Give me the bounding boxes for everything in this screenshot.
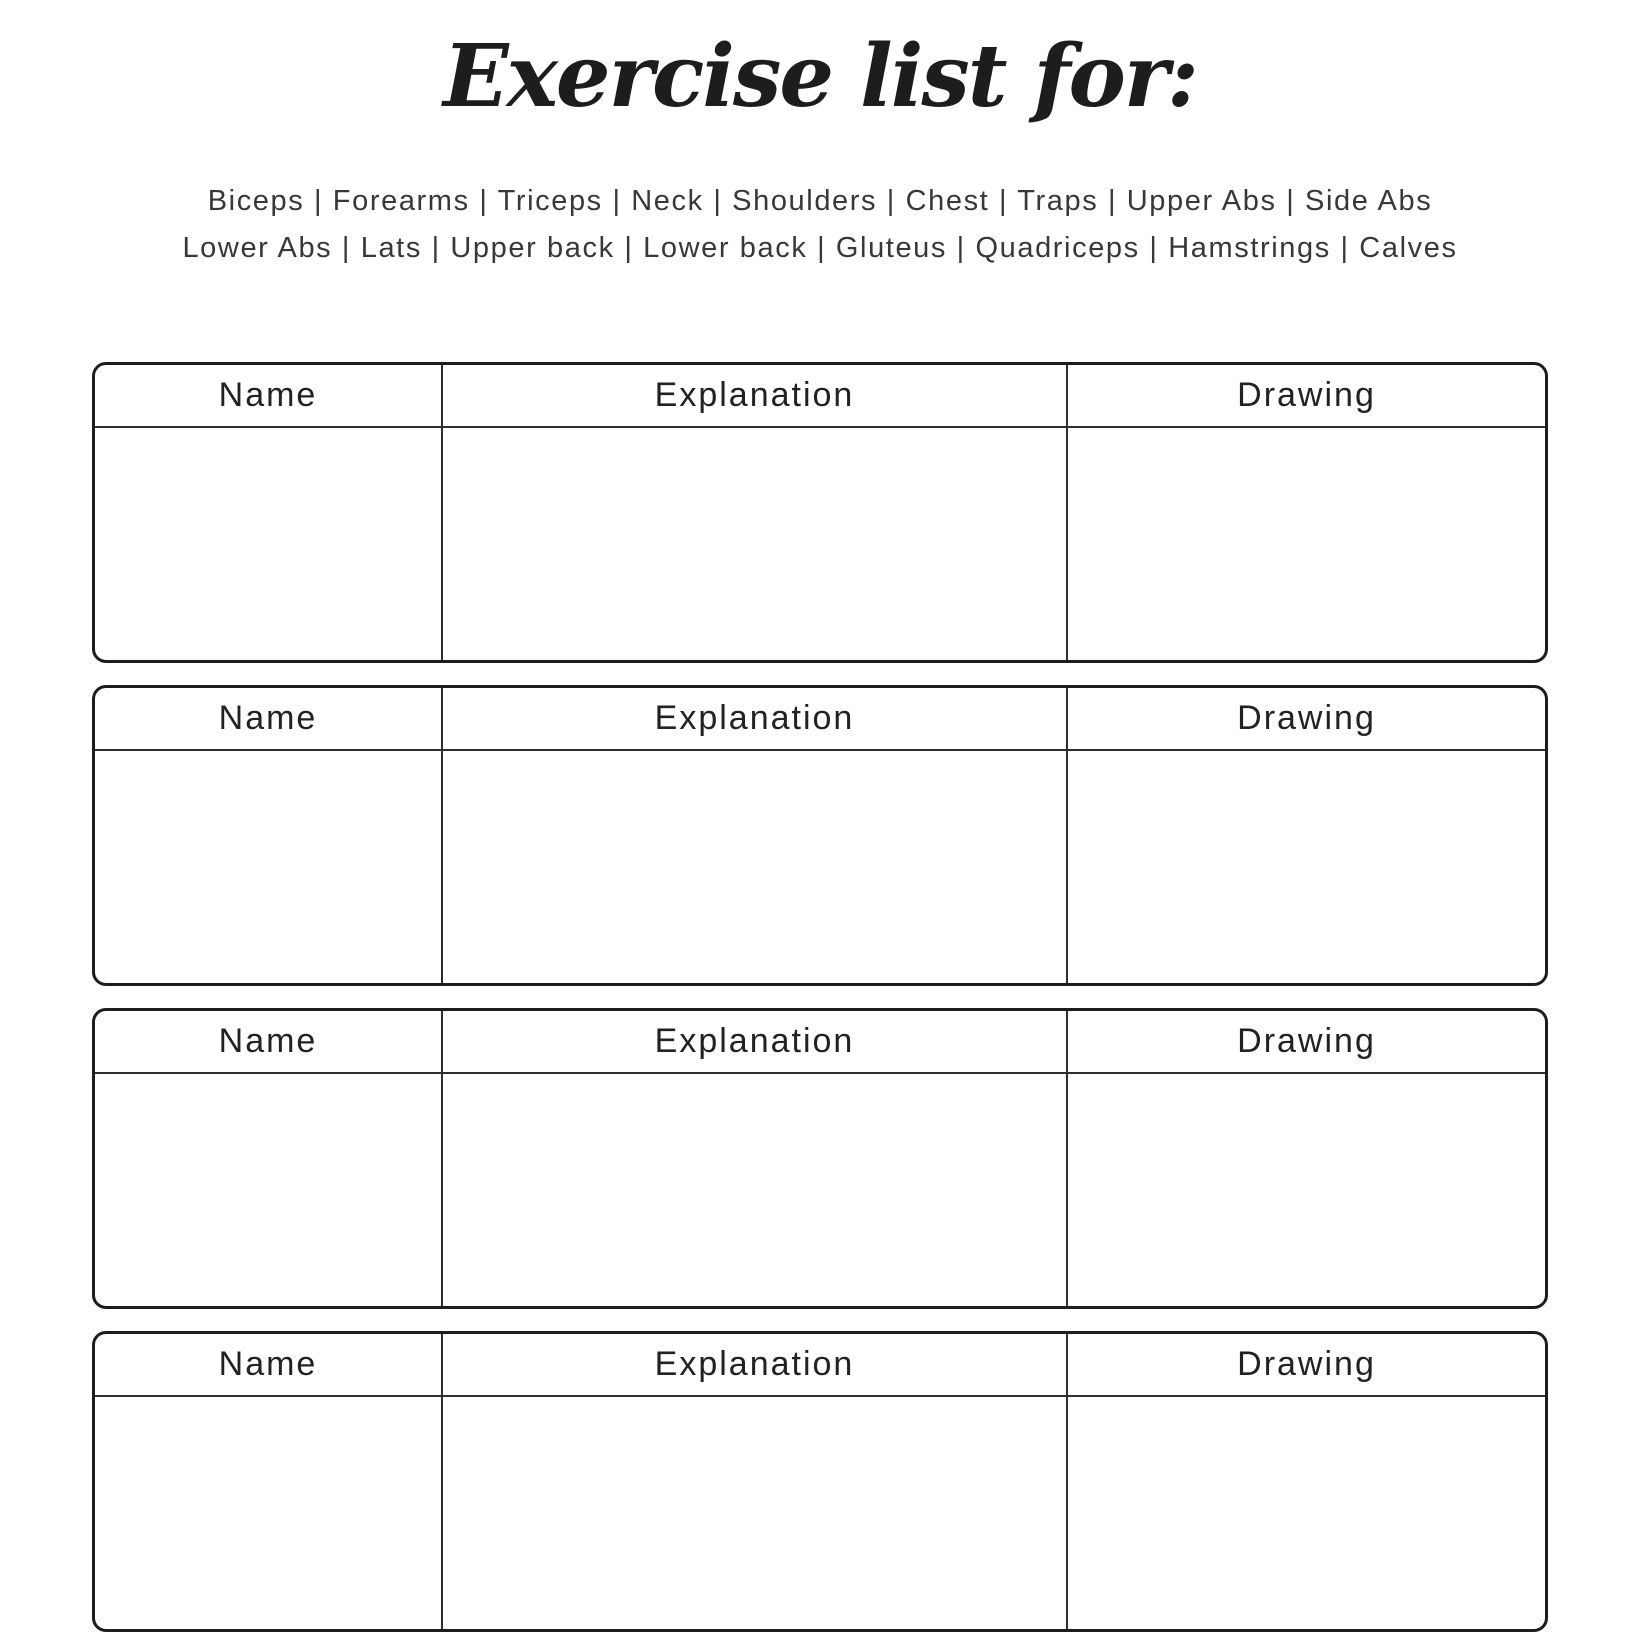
exercise-table-2 (92, 685, 1548, 986)
drawing-column-label: Drawing (1237, 699, 1376, 737)
table-2-drawing-cell (1066, 751, 1545, 983)
table-3-header-row (95, 1011, 1545, 1074)
table-4-header-drawing (1066, 1334, 1545, 1395)
muscle-group-line-1: Biceps | Forearms | Triceps | Neck | Shoulders | Chest | Traps | Upper Abs | Side Abs (207, 185, 1433, 217)
table-2-header-explanation (441, 688, 1066, 749)
explanation-column-label: Explanation (654, 1345, 855, 1383)
exercise-table-1 (92, 362, 1548, 663)
table-4-header-explanation (441, 1334, 1066, 1395)
table-4-explanation-cell (441, 1397, 1066, 1629)
drawing-column-label: Drawing (1237, 1022, 1376, 1060)
drawing-column-label: Drawing (1237, 1345, 1376, 1383)
table-1-header-name (95, 365, 441, 426)
exercise-table-4 (92, 1331, 1548, 1632)
table-2-name-cell (95, 751, 441, 983)
explanation-column-label: Explanation (654, 699, 855, 737)
table-2-header-row (95, 688, 1545, 751)
muscle-group-line-2: Lower Abs | Lats | Upper back | Lower back | Gluteus | Quadriceps | Hamstrings | Calves (182, 232, 1458, 264)
table-2-header-drawing (1066, 688, 1545, 749)
table-3-header-name (95, 1011, 441, 1072)
table-3-body-row (95, 1074, 1545, 1306)
table-2-body-row (95, 751, 1545, 983)
table-2-explanation-cell (441, 751, 1066, 983)
table-1-name-cell (95, 428, 441, 660)
page-title: Exercise list for: (443, 26, 1197, 127)
table-3-name-cell (95, 1074, 441, 1306)
table-2-header-name (95, 688, 441, 749)
table-1-drawing-cell (1066, 428, 1545, 660)
table-3-explanation-cell (441, 1074, 1066, 1306)
table-4-header-name (95, 1334, 441, 1395)
table-1-header-explanation (441, 365, 1066, 426)
table-1-header-row (95, 365, 1545, 428)
table-3-drawing-cell (1066, 1074, 1545, 1306)
worksheet (92, 10, 1548, 1632)
table-3-header-drawing (1066, 1011, 1545, 1072)
exercise-table-3 (92, 1008, 1548, 1309)
table-3-header-explanation (441, 1011, 1066, 1072)
table-4-header-row (95, 1334, 1545, 1397)
name-column-label: Name (218, 1022, 318, 1060)
drawing-column-label: Drawing (1237, 376, 1376, 414)
muscle-group-list (92, 178, 1548, 272)
table-1-header-drawing (1066, 365, 1545, 426)
explanation-column-label: Explanation (654, 376, 855, 414)
table-4-name-cell (95, 1397, 441, 1629)
table-1-explanation-cell (441, 428, 1066, 660)
explanation-column-label: Explanation (654, 1022, 855, 1060)
table-4-body-row (95, 1397, 1545, 1629)
table-1-body-row (95, 428, 1545, 660)
name-column-label: Name (218, 699, 318, 737)
name-column-label: Name (218, 376, 318, 414)
name-column-label: Name (218, 1345, 318, 1383)
table-4-drawing-cell (1066, 1397, 1545, 1629)
